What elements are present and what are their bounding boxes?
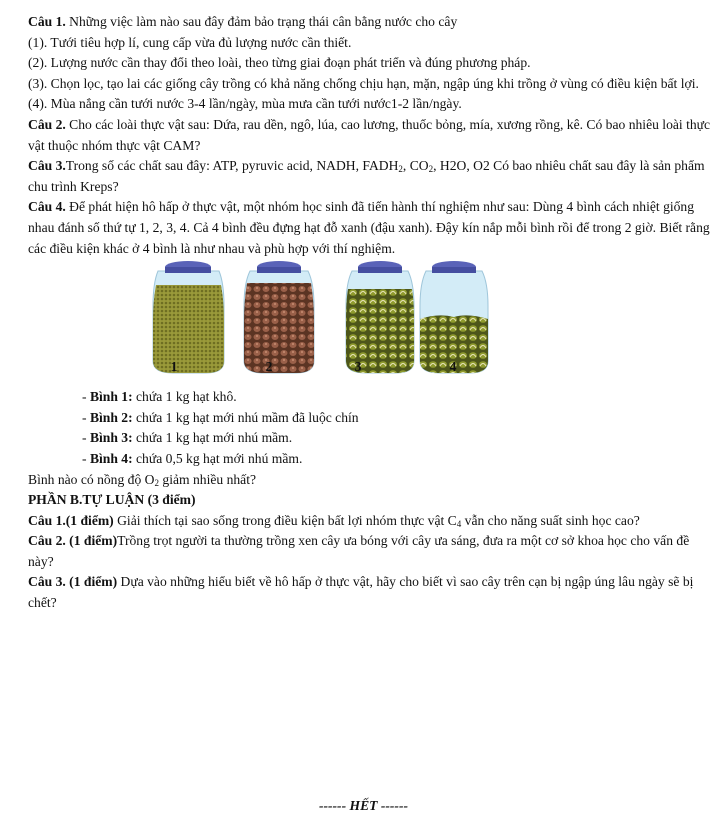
end-marker: ------ HẾT ------: [318, 798, 409, 813]
q4-question-b: giảm nhiều nhất?: [159, 471, 257, 487]
document: [28, 12, 712, 614]
partB-q3-text: Dựa vào những hiểu biết về hô hấp ở thực vật, hãy cho biết vì sao cây trên cạn bị ngập úng lâu ngày sẽ bị chết?: [28, 574, 694, 611]
q4-text: Để phát hiện hô hấp ở thực vật, một nhóm học sinh đã tiến hành thí nghiệm như sau: Dùng 4 bình cách nhiệt giống nhau đánh số thứ tự 1, 2, 3, 4. Cả 4 bình đều đựng hạt đỗ xanh (đậu xanh). Đậy kín nắp mỗi bình rồi để trong 2 giờ. Biết rằng các điều kiện khác ở 4 bình là như nhau và phù hợp với thí nghiệm.: [28, 199, 710, 256]
q1-stem: [28, 12, 712, 33]
q1-option-1: (1). Tưới tiêu hợp lí, cung cấp vừa đủ lượng nước cần thiết.: [28, 34, 352, 50]
jar-desc-text: chứa 1 kg hạt mới nhú mầm.: [132, 430, 293, 446]
jar-4: [420, 261, 488, 373]
jar-label-4: 4: [449, 359, 457, 375]
q3-sub-a: 2: [398, 164, 403, 175]
jars-figure: [28, 261, 712, 387]
jar-desc-text: chứa 0,5 kg hạt mới nhú mầm.: [132, 450, 303, 466]
jar-desc-text: chứa 1 kg hạt mới nhú mầm đã luộc chín: [132, 409, 359, 425]
jar-3: [346, 261, 414, 373]
q3-text-b: , CO: [402, 158, 429, 174]
partB-q1-sub: 4: [456, 518, 462, 529]
bullet-dash: -: [82, 409, 90, 425]
q3-text-c: , H2O, O2 Có bao nhiêu chất sau đây là sản phẩm chu trình Kreps?: [28, 158, 705, 194]
jar-name: Bình 2:: [89, 409, 133, 425]
jars-illustration: [28, 261, 712, 387]
partB-q3: [28, 572, 712, 613]
partB-q1-text-a: Giải thích tại sao sống trong điều kiện bất lợi nhóm thực vật C: [113, 512, 457, 528]
jar-desc-1: [82, 387, 712, 408]
jar-name: Bình 3:: [89, 430, 133, 446]
q4-label: Câu 4.: [28, 199, 66, 215]
q2-label: Câu 2.: [28, 116, 66, 132]
q4-question-a: Bình nào có nồng độ O: [28, 471, 155, 487]
q4-question-sub: 2: [154, 477, 159, 488]
q3-sub-b: 2: [428, 164, 434, 175]
q3-text-a: Trong số các chất sau đây: ATP, pyruvic acid, NADH, FADH: [65, 158, 399, 174]
jar-name: Bình 4:: [89, 450, 133, 466]
jar-desc-text: chứa 1 kg hạt khô.: [132, 389, 237, 405]
q1-option-4: (4). Mùa nắng cần tưới nước 3-4 lần/ngày, mùa mưa cần tưới nước1-2 lần/ngày.: [28, 96, 462, 112]
q4: [28, 197, 712, 259]
partB-q1-label: Câu 1.(1 điểm): [28, 512, 114, 528]
bullet-dash: -: [82, 450, 90, 466]
q3-label: Câu 3.: [28, 158, 66, 174]
partB-title: [28, 490, 712, 511]
partB-q1-text-b: vẫn cho năng suất sinh học cao?: [461, 512, 640, 528]
q2-text: Cho các loài thực vật sau: Dứa, rau dền, ngô, lúa, cao lương, thuốc bỏng, mía, xương rồng, kê. Có bao nhiêu loài thực vật thuộc nhóm thực vật CAM?: [28, 116, 711, 153]
partB-q2: [28, 531, 712, 572]
partB-q1: [28, 511, 712, 532]
jar-desc-4: [82, 449, 712, 470]
partB-title-text: PHẦN B.TỰ LUẬN (3 điểm): [28, 492, 196, 508]
jar-name: Bình 1:: [89, 389, 133, 405]
bullet-dash: -: [82, 389, 90, 405]
bullet-dash: -: [82, 430, 90, 446]
partB-q3-label: Câu 3. (1 điểm): [28, 574, 118, 590]
jar-2: [244, 261, 314, 373]
q1-text: Những việc làm nào sau đây đảm bảo trạng thái cân bằng nước cho cây: [65, 14, 458, 29]
jar-label-1: 1: [170, 359, 178, 375]
q1-option-3: (3). Chọn lọc, tạo lai các giống cây trồng có khả năng chống chịu hạn, mặn, ngập úng khi trồng ở vùng có điều kiện bất lợi.: [28, 75, 699, 91]
jar-label-2: 2: [265, 359, 273, 375]
q1-option-2: (2). Lượng nước cần thay đổi theo loài, theo từng giai đoạn phát triển và đúng phương pháp.: [28, 55, 531, 71]
q4-question: [28, 470, 712, 491]
jar-label-3: 3: [354, 359, 362, 375]
q1-label: Câu 1.: [28, 14, 66, 29]
partB-q2-label: Câu 2. (1 điểm): [28, 533, 118, 549]
jar-1: [153, 261, 224, 373]
jar-desc-3: [82, 428, 712, 449]
q3: [28, 156, 712, 197]
partB-q2-text: Trồng trọt người ta thường trồng xen cây ưa bóng với cây ưa sáng, đưa ra một cơ sở khoa học cho vấn đề này?: [28, 533, 690, 569]
q2: [28, 115, 712, 156]
jar-desc-2: [82, 408, 712, 429]
jar-descriptions: [82, 387, 712, 469]
